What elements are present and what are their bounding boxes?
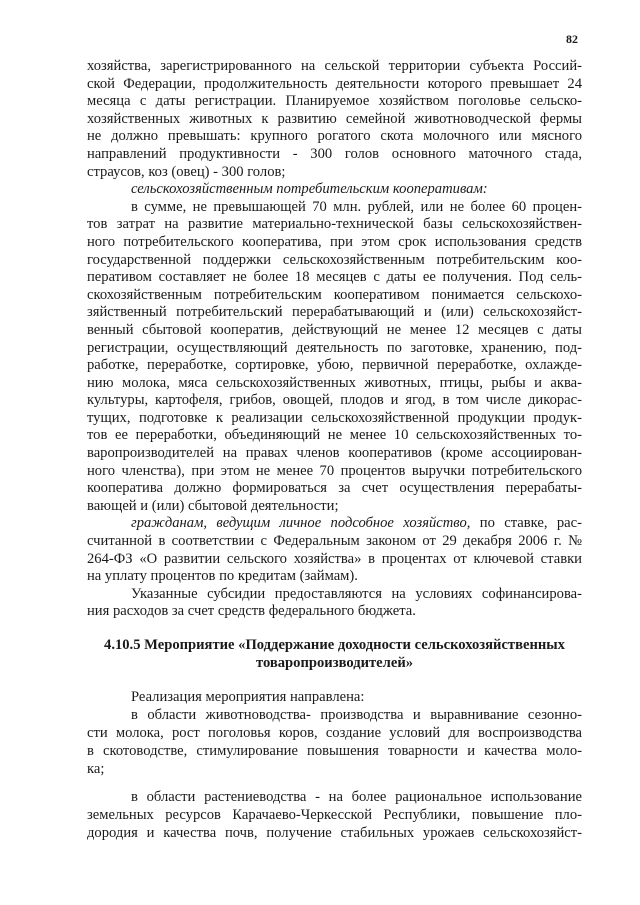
text-line: на уплату процентов по кредитам (займам). (87, 568, 358, 585)
paragraph-1 (87, 58, 582, 181)
text-line: Указанные субсидии предоставляются на условиях софинансирова- (131, 585, 582, 602)
text-line: венный сбытовой кооператив, действующий не менее 12 месяцев с даты (87, 321, 582, 338)
text-line: тов ее переработки, объединяющий не менее 10 сельскохозяйственных то- (87, 427, 582, 444)
text-line (87, 515, 582, 533)
text-line: ного потребительского кооператива, при этом срок использования средств (87, 233, 582, 250)
text-line: в области животноводства- производства и выравнивание сезонно- (131, 707, 582, 723)
text-line: хозяйства, зарегистрированного на сельской территории субъекта Россий- (87, 58, 582, 74)
text-line: направлений продуктивности - 300 голов основного маточного стада, (87, 145, 582, 162)
text-line: тов затрат на развитие материально-технической базы сельскохозяйствен- (87, 216, 582, 233)
section-text (87, 688, 582, 842)
text-line: государственной поддержки сельскохозяйственным потребительским коо- (87, 251, 582, 268)
paragraph-3 (87, 515, 582, 585)
paragraph-2 (87, 199, 582, 516)
text-line: ка; (87, 761, 105, 777)
text-line: ния расходов за счет средств федерального бюджета. (87, 603, 416, 620)
text-line: сти молока, рост поголовья коров, создание условий для воспроизводства (87, 725, 582, 741)
text-line: регистрации, осуществляющий деятельность по заготовке, хранению, под- (87, 339, 582, 356)
text-line: работке, переработке, сортировке, убою, первичной переработке, охлажде- (87, 357, 582, 374)
text-line: тущих, подготовке к реализации сельскохозяйственной продукции продук- (87, 409, 582, 426)
text-line: вающей и (или) сбытовой деятельности; (87, 497, 339, 514)
text-line: ской Федерации, продолжительность деятельности которого превышает 24 (87, 75, 582, 92)
text-line: в скотоводстве, стимулирование повышения товарности и качества моло- (87, 743, 582, 759)
coop-heading: сельскохозяйственным потребительским кооперативам: (131, 181, 488, 198)
text-line: культуры, картофеля, грибов, овощей, плодов и ягод, в том числе дикорас- (87, 392, 582, 409)
text-line: скохозяйственным потребительским кооперативом понимается сельскохо- (87, 286, 582, 303)
heading-line: товаропроизводителей» (255, 655, 414, 671)
main-text (87, 58, 582, 621)
heading-line: 4.10.5 Мероприятие «Поддержание доходности сельскохозяйственных (104, 637, 565, 653)
text-line: в области растениеводства - на более рациональное использование (131, 789, 582, 805)
italic-lead: гражданам, ведущим личное подсобное хозяйство, (131, 515, 471, 532)
text-line: в сумме, не превышающей 70 млн. рублей, или не более 60 процен- (131, 198, 582, 215)
text-line: нию молока, мяса сельскохозяйственных животных, птицы, рыбы и аква- (87, 374, 582, 391)
paragraph-5 (87, 706, 582, 778)
text-line: дородия и качества почв, получение стабильных урожаев сельскохозяйст- (87, 825, 582, 841)
page-number: 82 (566, 32, 578, 46)
line-rest: по ставке, рас- (470, 515, 582, 532)
text-line: варопроизводителей на правах членов кооперативов (кроме ассоциирован- (87, 445, 582, 462)
text-line: ного членства), при этом не менее 70 процентов выручки потребительского (87, 462, 582, 479)
paragraph-6 (87, 788, 582, 842)
text-line: перативом составляет не более 18 месяцев с даты ее получения. Под сель- (87, 269, 582, 286)
text-line: считанной в соответствии с Федеральным законом от 29 декабря 2006 г. № (87, 533, 582, 550)
text-line: земельных ресурсов Карачаево-Черкесской Республики, повышение пло- (87, 807, 582, 823)
text-line: месяца с даты регистрации. Планируемое хозяйством поголовье сельско- (87, 93, 582, 110)
intro-line: Реализация мероприятия направлена: (131, 689, 365, 705)
text-line: кооператива должно формироваться за счет осуществления перерабаты- (87, 480, 582, 497)
text-line: страусов, коз (овец) - 300 голов; (87, 163, 286, 180)
section-heading (87, 636, 582, 672)
text-line: зяйственный потребительский перерабатывающий и (или) сельскохозяйст- (87, 304, 582, 321)
text-line: хозяйственных животных к развитию семейной животноводческой фермы (87, 110, 582, 127)
paragraph-4 (87, 586, 582, 621)
text-line: 264-ФЗ «О развитии сельского хозяйства» в процентах от ключевой ставки (87, 550, 582, 567)
text-line: не должно превышать: крупного рогатого скота молочного или мясного (87, 128, 582, 145)
